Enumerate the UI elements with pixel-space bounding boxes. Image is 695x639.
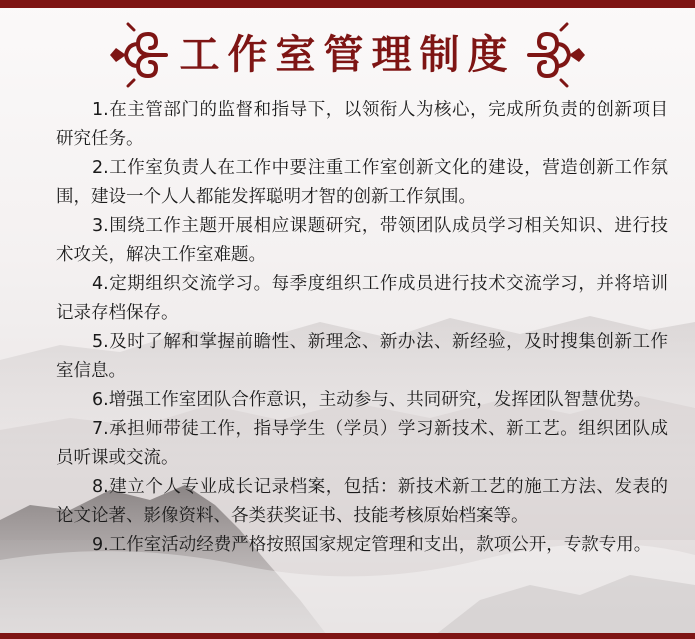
header (0, 22, 695, 88)
rule-item: 4.定期组织交流学习。每季度组织工作成员进行技术交流学习，并将培训记录存档保存。 (56, 274, 668, 323)
rule-item: 7.承担师带徒工作，指导学生（学员）学习新技术、新工艺。组织团队成员听课或交流。 (56, 419, 668, 468)
top-border (0, 0, 695, 8)
rule-item: 2.工作室负责人在工作中要注重工作室创新文化的建设，营造创新工作氛围，建设一个人人都能发挥聪明才智的创新工作氛围。 (56, 158, 668, 207)
bottom-border (0, 633, 695, 639)
cloud-ornament-right-icon (527, 22, 587, 88)
rule-item: 3.围绕工作主题开展相应课题研究，带领团队成员学习相关知识、进行技术攻关，解决工作室难题。 (56, 216, 668, 265)
rule-item: 1.在主管部门的监督和指导下，以领衔人为核心，完成所负责的创新项目研究任务。 (56, 100, 668, 149)
rule-item: 6.增强工作室团队合作意识，主动参与、共同研究，发挥团队智慧优势。 (92, 390, 652, 410)
rule-item: 8.建立个人专业成长记录档案，包括：新技术新工艺的施工方法、发表的论文论著、影像资料、各类获奖证书、技能考核原始档案等。 (56, 477, 668, 526)
rule-item: 5.及时了解和掌握前瞻性、新理念、新办法、新经验，及时搜集创新工作室信息。 (56, 332, 668, 381)
rules-list (56, 96, 668, 560)
cloud-ornament-left-icon (108, 22, 168, 88)
page-title: 工作室管理制度 (179, 31, 516, 78)
rule-item: 9.工作室活动经费严格按照国家规定管理和支出，款项公开，专款专用。 (92, 535, 652, 555)
